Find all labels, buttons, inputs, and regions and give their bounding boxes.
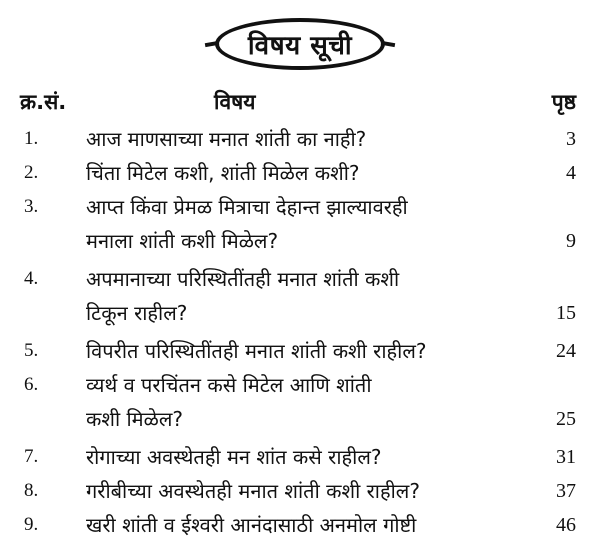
entry-subject: [86, 440, 382, 474]
entry-number: 1.: [24, 128, 39, 149]
entry-page-number: 4: [566, 162, 576, 184]
entry-subject: [86, 474, 420, 508]
entry-number: 9.: [24, 514, 39, 535]
entry-page-number: 24: [556, 340, 576, 362]
entry-page-number: 31: [556, 446, 576, 468]
entry-number: 4.: [24, 268, 39, 289]
entry-subject: [86, 262, 399, 330]
entry-page-number: 46: [556, 514, 576, 536]
entry-page-number: 3: [566, 128, 576, 150]
entry-subject-line: कशी मिळेल?: [86, 407, 184, 431]
entry-page-number: 15: [556, 302, 576, 324]
header-number: क्र.सं.: [20, 90, 67, 114]
entry-page-number: 25: [556, 408, 576, 430]
entry-subject-line: गरीबीच्या अवस्थेतही मनात शांती कशी राहील?: [86, 479, 420, 503]
entry-subject-line: टिकून राहील?: [86, 301, 188, 325]
page-title: विषय सूची: [247, 31, 353, 61]
header-subject: विषय: [214, 90, 256, 114]
entry-number: 8.: [24, 480, 39, 501]
entry-page-number: 37: [556, 480, 576, 502]
title-oval-frame: [215, 18, 385, 70]
entry-subject-line: अपमानाच्या परिस्थितींतही मनात शांती कशी: [86, 267, 400, 291]
entry-number: 6.: [24, 374, 39, 395]
entry-subject: [86, 508, 416, 542]
entry-subject-line: रोगाच्या अवस्थेतही मन शांत कसे राहील?: [86, 445, 382, 469]
entry-subject-line: आज माणसाच्या मनात शांती का नाही?: [86, 127, 367, 151]
entry-subject-line: चिंता मिटेल कशी, शांती मिळेल कशी?: [86, 161, 360, 185]
entry-subject-line: व्यर्थ व परचिंतन कसे मिटेल आणि शांती: [86, 373, 372, 397]
entry-subject: [86, 156, 360, 190]
header-page: पृष्ठ: [551, 90, 576, 114]
entry-subject-line: खरी शांती व ईश्वरी आनंदासाठी अनमोल गोष्टी: [86, 513, 417, 537]
entry-number: 5.: [24, 340, 39, 361]
entry-subject: [86, 190, 408, 258]
title-banner: [0, 18, 600, 78]
entry-number: 3.: [24, 196, 39, 217]
entry-subject: [86, 334, 427, 368]
table-header: [0, 88, 600, 116]
entry-page-number: 9: [566, 230, 576, 252]
entry-subject-line: मनाला शांती कशी मिळेल?: [86, 229, 279, 253]
entry-number: 2.: [24, 162, 39, 183]
entry-subject-line: विपरीत परिस्थितींतही मनात शांती कशी राहील?: [86, 339, 427, 363]
entry-number: 7.: [24, 446, 39, 467]
entry-subject-line: आप्त किंवा प्रेमळ मित्राचा देहान्त झाल्यावरही: [86, 195, 408, 219]
entry-subject: [86, 122, 366, 156]
entry-subject: [86, 368, 372, 436]
